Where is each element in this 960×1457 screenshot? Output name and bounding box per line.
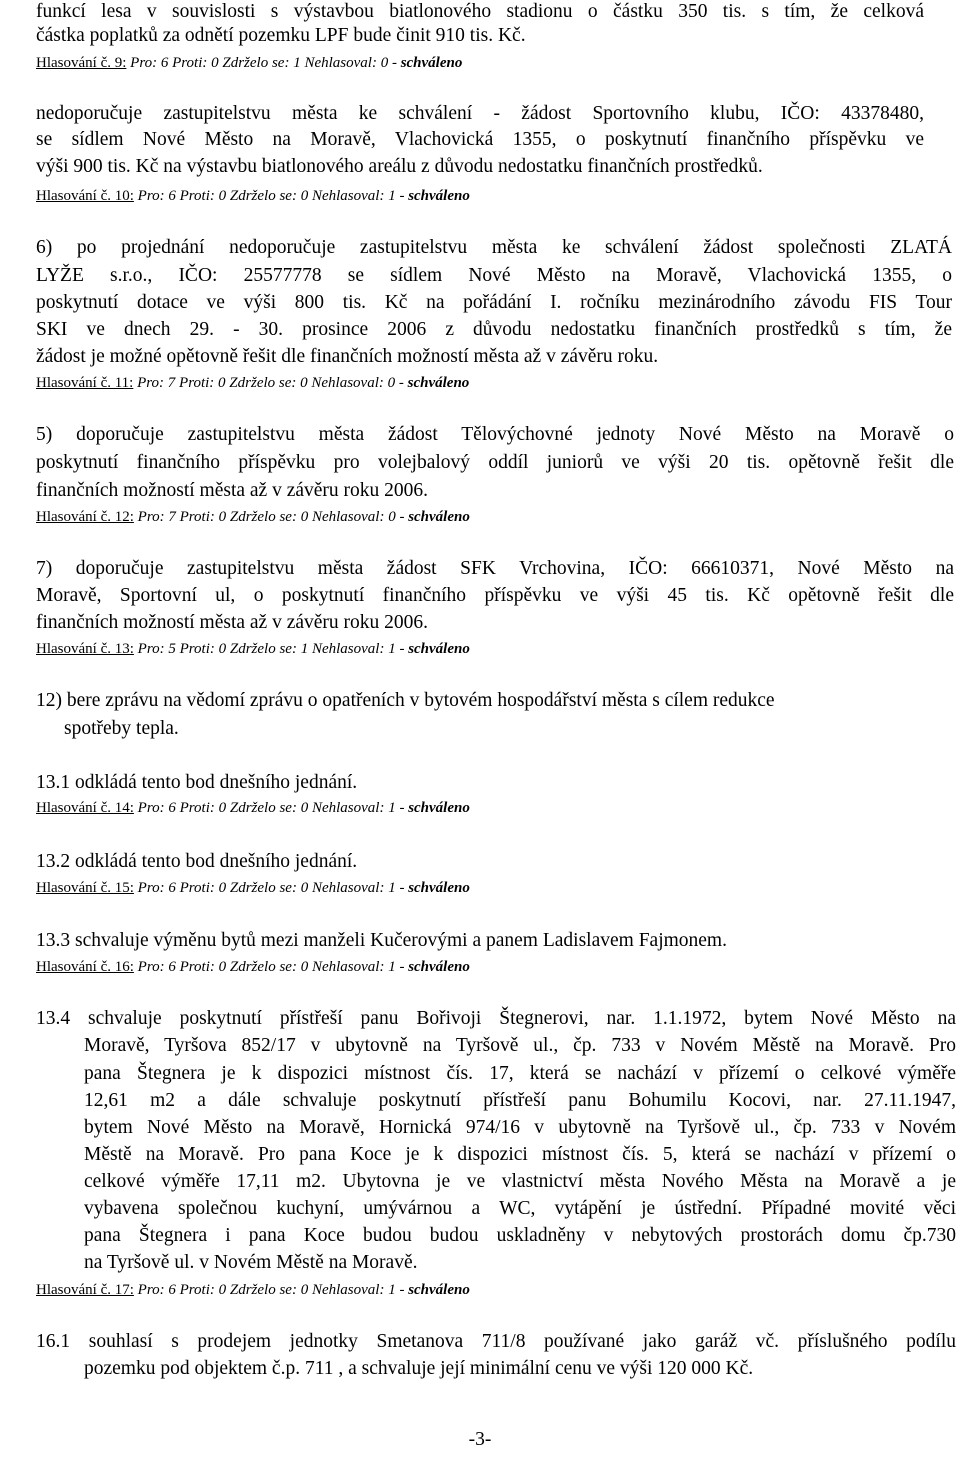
text-line: poskytnutí dotace ve výši 800 tis. Kč na pořádání I. ročníku mezinárodního závodu FIS Tour xyxy=(36,292,952,313)
vote-label: Hlasování č. 11: xyxy=(36,375,134,391)
vote-record xyxy=(36,186,470,206)
vote-status: schváleno xyxy=(408,1282,470,1298)
text-line: Moravě, Tyršova 852/17 v ubytovně na Tyršově ul., čp. 733 v Novém Městě na Moravě. Pro xyxy=(84,1035,956,1056)
text-line: nedoporučuje zastupitelstvu města ke schválení - žádost Sportovního klubu, IČO: 43378480, xyxy=(36,103,924,124)
vote-label: Hlasování č. 14: xyxy=(36,800,134,816)
text-line: celkové výměře 17,11 m2. Ubytovna je ve vlastnictví města Nového Města na Moravě a je xyxy=(84,1171,956,1192)
text-line: na Tyršově ul. v Novém Městě na Moravě. xyxy=(84,1252,418,1273)
vote-label: Hlasování č. 17: xyxy=(36,1282,134,1298)
vote-record xyxy=(36,373,469,393)
text-line: LYŽE s.r.o., IČO: 25577778 se sídlem Nové Město na Moravě, Vlachovická 1355, o xyxy=(36,265,952,286)
text-line: finančních možností města až v závěru roku 2006. xyxy=(36,612,429,633)
text-line: výši 900 tis. Kč na výstavbu biatlonového areálu z důvodu nedostatku finančních prostředků. xyxy=(36,156,763,177)
vote-label: Hlasování č. 9: xyxy=(36,55,127,71)
text-line: 12) bere zprávu na vědomí zprávu o opatřeních v bytovém hospodářství města s cílem redukce xyxy=(36,690,775,711)
vote-result: Pro: 6 Proti: 0 Zdrželo se: 1 Nehlasoval: 0 - xyxy=(130,55,397,71)
text-line: poskytnutí finančního příspěvku pro volejbalový oddíl juniorů ve výši 20 tis. opětovně řešit dle xyxy=(36,452,954,473)
vote-status: schváleno xyxy=(408,800,470,816)
vote-result: Pro: 6 Proti: 0 Zdrželo se: 0 Nehlasoval: 1 - xyxy=(137,1282,405,1298)
vote-status: schváleno xyxy=(408,641,470,657)
vote-status: schváleno xyxy=(408,509,470,525)
vote-status: schváleno xyxy=(408,188,470,204)
text-line: pana Štegnera i pana Koce budou budou uskladněny v nebytových prostorách domu čp.730 xyxy=(84,1225,956,1246)
vote-record xyxy=(36,639,470,659)
vote-status: schváleno xyxy=(400,55,463,71)
text-line: 16.1 souhlasí s prodejem jednotky Smetanova 711/8 používané jako garáž vč. příslušného podílu xyxy=(36,1331,956,1352)
vote-label: Hlasování č. 16: xyxy=(36,959,134,975)
text-line: 13.1 odkládá tento bod dnešního jednání. xyxy=(36,772,358,793)
vote-result: Pro: 6 Proti: 0 Zdrželo se: 0 Nehlasoval: 1 - xyxy=(137,800,405,816)
vote-record xyxy=(36,507,470,527)
vote-status: schváleno xyxy=(407,375,470,391)
vote-result: Pro: 5 Proti: 0 Zdrželo se: 1 Nehlasoval: 1 - xyxy=(137,641,405,657)
text-line: Městě na Moravě. Pro pana Koce je k dispozici místnost čís. 5, která se nachází v přízemí o xyxy=(84,1144,956,1165)
vote-record xyxy=(36,798,470,818)
vote-label: Hlasování č. 12: xyxy=(36,509,134,525)
text-line: pana Štegnera je k dispozici místnost čís. 17, která se nachází v přízemí o celkové výměře xyxy=(84,1063,956,1084)
vote-record xyxy=(36,1280,470,1300)
vote-label: Hlasování č. 15: xyxy=(36,880,134,896)
text-line: 6) po projednání nedoporučuje zastupitelstvu města ke schválení žádost společnosti ZLATÁ xyxy=(36,237,952,258)
text-line: částka poplatků za odnětí pozemku LPF bude činit 910 tis. Kč. xyxy=(36,25,526,46)
text-line: finančních možností města až v závěru roku 2006. xyxy=(36,480,429,501)
vote-label: Hlasování č. 10: xyxy=(36,188,134,204)
vote-result: Pro: 6 Proti: 0 Zdrželo se: 0 Nehlasoval: 1 - xyxy=(137,959,405,975)
text-line: žádost je možné opětovně řešit dle finančních možností města až v závěru roku. xyxy=(36,346,659,367)
text-line: 7) doporučuje zastupitelstvu města žádost SFK Vrchovina, IČO: 66610371, Nové Město na xyxy=(36,558,954,579)
text-line: SKI ve dnech 29. - 30. prosince 2006 z důvodu nedostatku finančních prostředků s tím, že xyxy=(36,319,952,340)
page-number: -3- xyxy=(468,1429,492,1450)
vote-record xyxy=(36,957,470,977)
text-line: vybavena společnou kuchyní, umývárnou a WC, vytápění je ústřední. Případné movité věci xyxy=(84,1198,956,1219)
vote-status: schváleno xyxy=(408,880,470,896)
text-line: 13.4 schvaluje poskytnutí přístřeší panu Bořivoji Štegnerovi, nar. 1.1.1972, bytem Nové Město na xyxy=(36,1008,956,1029)
vote-record xyxy=(36,53,462,73)
text-line: spotřeby tepla. xyxy=(64,718,179,739)
vote-result: Pro: 7 Proti: 0 Zdrželo se: 0 Nehlasoval: 0 - xyxy=(137,509,405,525)
text-line: Moravě, Sportovní ul, o poskytnutí finančního příspěvku ve výši 45 tis. Kč opětovně řešit dle xyxy=(36,585,954,606)
text-line: se sídlem Nové Město na Moravě, Vlachovická 1355, o poskytnutí finančního příspěvku ve xyxy=(36,129,924,150)
text-line: 12,61 m2 a dále schvaluje poskytnutí přístřeší panu Bohumilu Kocovi, nar. 27.11.1947, xyxy=(84,1090,956,1111)
text-line: funkcí lesa v souvislosti s výstavbou biatlonového stadionu o částku 350 tis. s tím, že celková xyxy=(36,1,924,22)
vote-result: Pro: 6 Proti: 0 Zdrželo se: 0 Nehlasoval: 1 - xyxy=(137,880,405,896)
vote-result: Pro: 7 Proti: 0 Zdrželo se: 0 Nehlasoval: 0 - xyxy=(137,375,404,391)
text-line: 13.2 odkládá tento bod dnešního jednání. xyxy=(36,851,358,872)
text-line: bytem Nové Město na Moravě, Hornická 974/16 v ubytovně na Tyršově ul., čp. 733 v Novém xyxy=(84,1117,956,1138)
vote-record xyxy=(36,878,470,898)
vote-status: schváleno xyxy=(408,959,470,975)
text-line: 13.3 schvaluje výměnu bytů mezi manželi Kučerovými a panem Ladislavem Fajmonem. xyxy=(36,930,727,951)
text-line: pozemku pod objektem č.p. 711 , a schvaluje její minimální cenu ve výši 120 000 Kč. xyxy=(84,1358,754,1379)
vote-label: Hlasování č. 13: xyxy=(36,641,134,657)
text-line: 5) doporučuje zastupitelstvu města žádost Tělovýchovné jednoty Nové Město na Moravě o xyxy=(36,424,954,445)
vote-result: Pro: 6 Proti: 0 Zdrželo se: 0 Nehlasoval: 1 - xyxy=(137,188,405,204)
